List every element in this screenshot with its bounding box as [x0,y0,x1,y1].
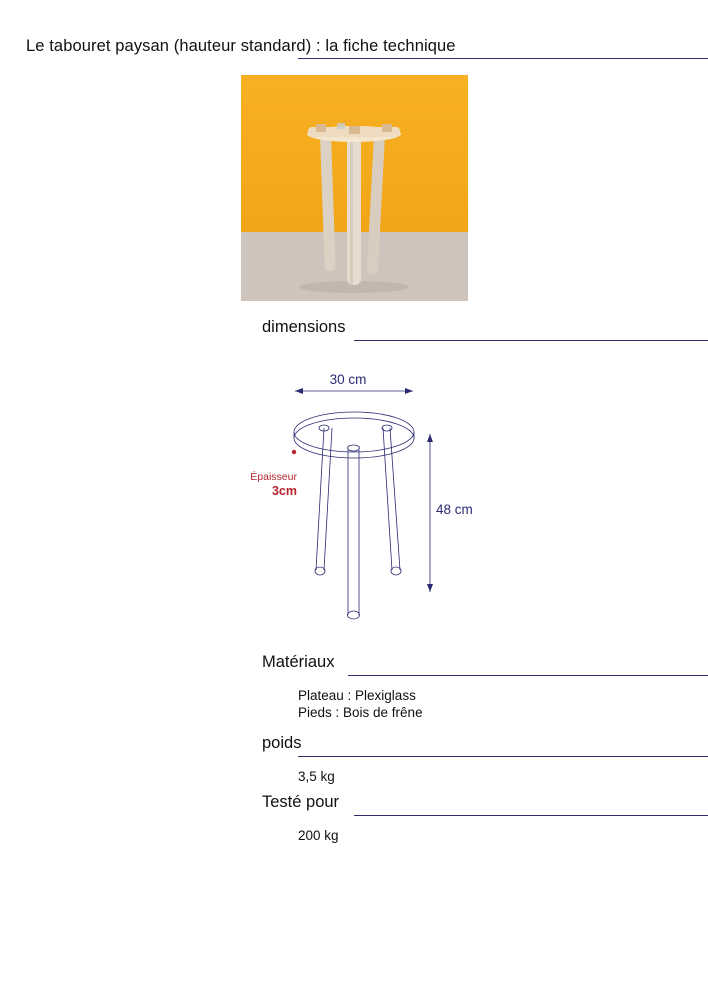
title-rule [298,58,708,59]
height-label: 48 cm [436,502,473,517]
stool-photo [241,75,468,301]
poids-rule [298,756,708,757]
teste-rule [354,815,708,816]
thickness-label: Épaisseur [250,471,297,483]
teste-value: 200 kg [298,828,339,843]
width-label: 30 cm [329,372,367,387]
teste-heading: Testé pour [262,793,340,811]
thickness-value: 3cm [271,484,297,498]
poids-heading: poids [262,734,302,752]
poids-value: 3,5 kg [298,769,335,784]
materiaux-rule [348,675,708,676]
dimensions-rule [354,340,708,341]
materiaux-line-plateau: Plateau : Plexiglass [298,688,416,703]
materiaux-line-pieds: Pieds : Bois de frêne [298,705,423,720]
page-title: Le tabouret paysan (hauteur standard) : la fiche technique [26,37,456,55]
dimensions-diagram [240,362,490,632]
materiaux-heading: Matériaux [262,653,335,671]
dimensions-heading: dimensions [262,318,346,336]
